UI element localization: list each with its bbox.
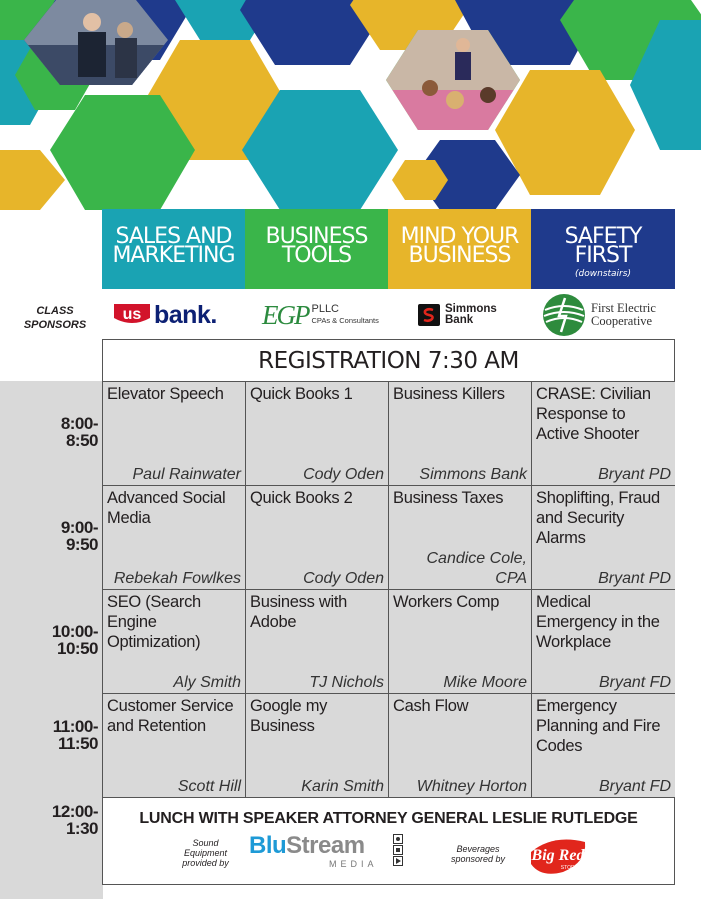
track-header-safety-first <box>531 209 675 289</box>
first-electric-line1: First Electric <box>591 301 656 315</box>
time-end: 8:50 <box>65 431 98 450</box>
track-header-mind-your-business <box>388 209 531 289</box>
credit-line: provided by <box>182 858 229 868</box>
session-time-4 <box>30 718 98 752</box>
class-cell <box>389 590 532 694</box>
class-speaker: Mike Moore <box>443 674 527 691</box>
simmons-bank-logo <box>418 292 530 338</box>
class-title: Customer Service and Retention <box>107 697 234 735</box>
track-label-line: MIND YOUR <box>400 224 519 249</box>
egp-logo <box>262 292 382 338</box>
big-red-stores-logo <box>523 832 593 880</box>
class-speaker: Aly Smith <box>173 674 241 691</box>
class-sponsors-label <box>10 304 100 332</box>
registration-banner: REGISTRATION 7:30 AM <box>103 340 674 382</box>
big-red-text: Big Red <box>531 847 585 864</box>
class-cell <box>389 382 532 486</box>
class-speaker: Cody Oden <box>303 570 384 587</box>
time-start: 8:00- <box>60 414 98 433</box>
credit-line: Sound <box>192 838 219 848</box>
simmons-line2: Bank <box>445 314 474 326</box>
class-speaker: TJ Nichols <box>309 674 384 691</box>
class-speaker: Bryant FD <box>598 674 671 691</box>
class-cell <box>389 694 532 798</box>
class-speaker: Karin Smith <box>301 778 384 795</box>
first-electric-logo <box>541 292 675 338</box>
usbank-shield-icon <box>112 302 152 328</box>
sound-credit-label <box>168 838 243 868</box>
time-end: 9:50 <box>65 535 98 554</box>
track-label-line: BUSINESS <box>408 243 511 268</box>
class-title: Business Taxes <box>393 489 504 507</box>
class-title: Advanced Social Media <box>107 489 226 527</box>
class-cell <box>103 486 246 590</box>
sponsor-label-line: CLASS <box>36 305 74 317</box>
class-cell <box>532 486 675 590</box>
time-start: 10:00- <box>51 622 98 641</box>
class-title: Workers Comp <box>393 593 500 611</box>
class-title: Business with Adobe <box>250 593 347 631</box>
session-time-3 <box>30 623 98 657</box>
class-title: SEO (Search Engine Optimization) <box>107 593 201 651</box>
time-start: 11:00- <box>52 717 98 736</box>
class-title: Google my Business <box>250 697 328 735</box>
class-cell <box>532 590 675 694</box>
first-electric-line2: Cooperative <box>591 314 653 328</box>
track-location-note: (downstairs) <box>575 269 631 279</box>
class-speaker: Paul Rainwater <box>132 466 241 483</box>
beverage-credit-label <box>438 844 518 864</box>
class-speaker: Cody Oden <box>303 466 384 483</box>
class-title: Cash Flow <box>393 697 469 715</box>
credit-line: sponsored by <box>450 854 506 864</box>
class-cell <box>103 694 246 798</box>
big-red-stores-text: STORES <box>560 865 582 871</box>
class-title: Elevator Speech <box>107 385 224 403</box>
usbank-logo <box>112 292 227 338</box>
class-speaker: Scott Hill <box>177 778 241 795</box>
class-title: Medical Emergency in the Workplace <box>536 593 660 651</box>
credit-line: Equipment <box>183 848 228 858</box>
class-title: CRASE: Civilian Response to Active Shooter <box>536 385 651 443</box>
class-title: Quick Books 1 <box>250 385 353 403</box>
blustream-media: MEDIA <box>329 859 378 869</box>
hexagon-banner <box>0 0 701 210</box>
class-speaker: Whitney Horton <box>416 778 527 795</box>
track-label-line: FIRST <box>574 243 632 268</box>
time-start: 9:00- <box>60 518 98 537</box>
egp-pllc-text: PLLC <box>311 303 340 315</box>
first-electric-globe-icon <box>541 292 587 338</box>
media-controls-icon <box>393 834 403 866</box>
class-title: Quick Books 2 <box>250 489 353 507</box>
simmons-line1: Simmons <box>445 303 497 315</box>
track-label-line: SALES AND <box>115 224 232 249</box>
session-time-2 <box>30 519 98 553</box>
class-cell <box>246 486 389 590</box>
time-start: 12:00- <box>51 802 98 821</box>
class-cell <box>389 486 532 590</box>
lunch-block <box>103 802 674 884</box>
blustream-logo <box>249 832 409 872</box>
class-cell <box>246 694 389 798</box>
class-title: Emergency Planning and Fire Codes <box>536 697 661 755</box>
track-header-sales-marketing <box>102 209 245 289</box>
usbank-bank-text: bank. <box>154 300 217 329</box>
class-cell <box>103 382 246 486</box>
blustream-blu: Blu <box>249 832 287 859</box>
class-speaker: Simmons Bank <box>419 466 527 483</box>
class-speaker: Candice Cole, CPA <box>426 550 527 587</box>
track-label-line: BUSINESS <box>265 224 368 249</box>
class-cell <box>532 694 675 798</box>
class-speaker: Bryant PD <box>598 466 671 483</box>
class-title: Shoplifting, Fraud and Security Alarms <box>536 489 660 547</box>
egp-mark: EGP <box>262 299 309 330</box>
session-time-1 <box>30 415 98 449</box>
class-speaker: Bryant FD <box>598 778 671 795</box>
big-red-badge-icon <box>523 832 593 880</box>
class-cell <box>246 382 389 486</box>
egp-subtitle: CPAs & Consultants <box>311 316 379 325</box>
class-speaker: Bryant PD <box>598 570 671 587</box>
track-header-business-tools <box>245 209 388 289</box>
time-end: 10:50 <box>57 639 98 658</box>
time-end: 1:30 <box>65 819 98 838</box>
credit-line: Beverages <box>456 844 500 854</box>
lunch-title: LUNCH WITH SPEAKER ATTORNEY GENERAL LESLIE RUTLEDGE <box>139 810 638 827</box>
blustream-stream: Stream <box>286 832 365 859</box>
lunch-time <box>30 803 98 837</box>
class-cell <box>246 590 389 694</box>
track-label-line: MARKETING <box>112 243 235 268</box>
class-cell <box>532 382 675 486</box>
simmons-s-icon <box>418 304 440 326</box>
track-label-line: TOOLS <box>281 243 352 268</box>
class-speaker: Rebekah Fowlkes <box>113 570 241 587</box>
class-cell <box>103 590 246 694</box>
time-end: 11:50 <box>57 734 98 753</box>
sponsor-label-line: SPONSORS <box>23 319 87 331</box>
class-title: Business Killers <box>393 385 505 403</box>
track-label-line: SAFETY <box>564 224 642 249</box>
usbank-us-text: us <box>122 306 142 323</box>
